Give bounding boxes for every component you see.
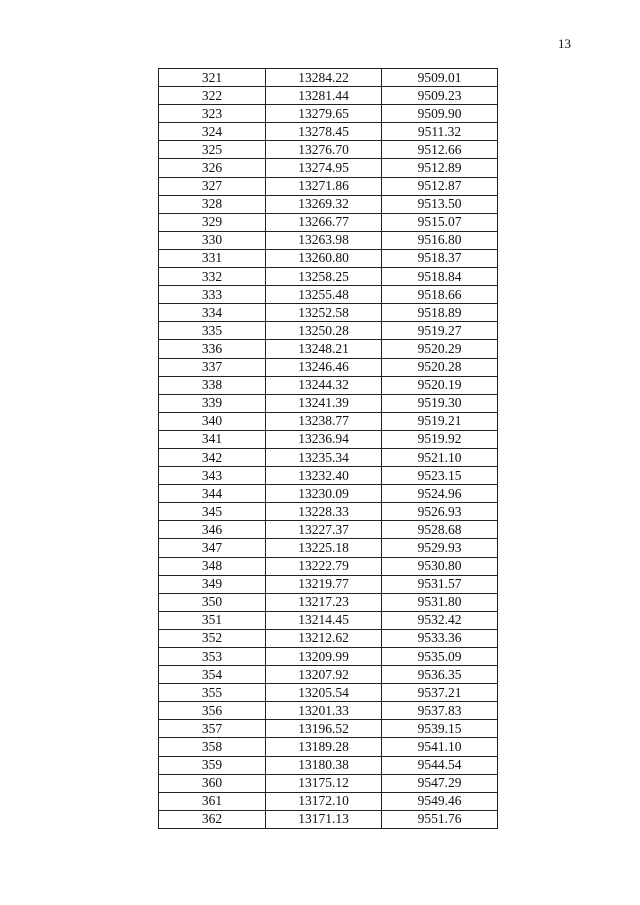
- y-coordinate-cell: 9521.10: [382, 448, 498, 466]
- x-coordinate-cell: 13266.77: [266, 213, 382, 231]
- x-coordinate-cell: 13172.10: [266, 792, 382, 810]
- point-number-cell: 356: [159, 702, 266, 720]
- point-number-cell: 323: [159, 105, 266, 123]
- y-coordinate-cell: 9529.93: [382, 539, 498, 557]
- x-coordinate-cell: 13271.86: [266, 177, 382, 195]
- point-number-cell: 362: [159, 810, 266, 828]
- table-row: [159, 322, 498, 340]
- x-coordinate-cell: 13214.45: [266, 611, 382, 629]
- table-row: [159, 593, 498, 611]
- y-coordinate-cell: 9513.50: [382, 195, 498, 213]
- y-coordinate-cell: 9537.83: [382, 702, 498, 720]
- table-row: [159, 105, 498, 123]
- y-coordinate-cell: 9551.76: [382, 810, 498, 828]
- table-row: [159, 430, 498, 448]
- y-coordinate-cell: 9541.10: [382, 738, 498, 756]
- x-coordinate-cell: 13238.77: [266, 412, 382, 430]
- x-coordinate-cell: 13281.44: [266, 87, 382, 105]
- page-number: 13: [558, 36, 571, 51]
- y-coordinate-cell: 9532.42: [382, 611, 498, 629]
- table-row: [159, 810, 498, 828]
- point-number-cell: 347: [159, 539, 266, 557]
- point-number-cell: 333: [159, 286, 266, 304]
- point-number-cell: 353: [159, 648, 266, 666]
- point-number-cell: 359: [159, 756, 266, 774]
- point-number-cell: 352: [159, 629, 266, 647]
- x-coordinate-cell: 13258.25: [266, 268, 382, 286]
- y-coordinate-cell: 9537.21: [382, 684, 498, 702]
- y-coordinate-cell: 9519.30: [382, 394, 498, 412]
- point-number-cell: 355: [159, 684, 266, 702]
- x-coordinate-cell: 13260.80: [266, 249, 382, 267]
- point-number-cell: 326: [159, 159, 266, 177]
- y-coordinate-cell: 9520.29: [382, 340, 498, 358]
- x-coordinate-cell: 13241.39: [266, 394, 382, 412]
- point-number-cell: 332: [159, 268, 266, 286]
- y-coordinate-cell: 9509.23: [382, 87, 498, 105]
- point-number-cell: 348: [159, 557, 266, 575]
- x-coordinate-cell: 13207.92: [266, 666, 382, 684]
- table-row: [159, 304, 498, 322]
- y-coordinate-cell: 9519.21: [382, 412, 498, 430]
- y-coordinate-cell: 9533.36: [382, 629, 498, 647]
- point-number-cell: 354: [159, 666, 266, 684]
- x-coordinate-cell: 13269.32: [266, 195, 382, 213]
- y-coordinate-cell: 9518.66: [382, 286, 498, 304]
- x-coordinate-cell: 13230.09: [266, 485, 382, 503]
- table-row: [159, 720, 498, 738]
- point-number-cell: 341: [159, 430, 266, 448]
- table-row: [159, 159, 498, 177]
- x-coordinate-cell: 13232.40: [266, 467, 382, 485]
- y-coordinate-cell: 9531.80: [382, 593, 498, 611]
- x-coordinate-cell: 13279.65: [266, 105, 382, 123]
- y-coordinate-cell: 9536.35: [382, 666, 498, 684]
- x-coordinate-cell: 13248.21: [266, 340, 382, 358]
- y-coordinate-cell: 9544.54: [382, 756, 498, 774]
- point-number-cell: 335: [159, 322, 266, 340]
- y-coordinate-cell: 9549.46: [382, 792, 498, 810]
- x-coordinate-cell: 13201.33: [266, 702, 382, 720]
- point-number-cell: 336: [159, 340, 266, 358]
- point-number-cell: 330: [159, 231, 266, 249]
- y-coordinate-cell: 9535.09: [382, 648, 498, 666]
- table-row: [159, 629, 498, 647]
- table-row: [159, 213, 498, 231]
- table-row: [159, 286, 498, 304]
- coordinate-table: [158, 68, 498, 829]
- x-coordinate-cell: 13244.32: [266, 376, 382, 394]
- table-row: [159, 394, 498, 412]
- coordinate-table-body: [159, 69, 498, 829]
- y-coordinate-cell: 9518.89: [382, 304, 498, 322]
- table-row: [159, 503, 498, 521]
- y-coordinate-cell: 9526.93: [382, 503, 498, 521]
- y-coordinate-cell: 9531.57: [382, 575, 498, 593]
- x-coordinate-cell: 13252.58: [266, 304, 382, 322]
- table-row: [159, 69, 498, 87]
- table-row: [159, 792, 498, 810]
- point-number-cell: 331: [159, 249, 266, 267]
- table-row: [159, 467, 498, 485]
- x-coordinate-cell: 13175.12: [266, 774, 382, 792]
- x-coordinate-cell: 13219.77: [266, 575, 382, 593]
- y-coordinate-cell: 9516.80: [382, 231, 498, 249]
- table-row: [159, 448, 498, 466]
- table-row: [159, 412, 498, 430]
- y-coordinate-cell: 9515.07: [382, 213, 498, 231]
- y-coordinate-cell: 9519.92: [382, 430, 498, 448]
- table-row: [159, 738, 498, 756]
- point-number-cell: 344: [159, 485, 266, 503]
- point-number-cell: 360: [159, 774, 266, 792]
- table-row: [159, 539, 498, 557]
- point-number-cell: 329: [159, 213, 266, 231]
- point-number-cell: 334: [159, 304, 266, 322]
- y-coordinate-cell: 9523.15: [382, 467, 498, 485]
- x-coordinate-cell: 13180.38: [266, 756, 382, 774]
- table-row: [159, 141, 498, 159]
- x-coordinate-cell: 13217.23: [266, 593, 382, 611]
- y-coordinate-cell: 9547.29: [382, 774, 498, 792]
- y-coordinate-cell: 9520.28: [382, 358, 498, 376]
- table-row: [159, 358, 498, 376]
- y-coordinate-cell: 9519.27: [382, 322, 498, 340]
- table-row: [159, 87, 498, 105]
- y-coordinate-cell: 9518.84: [382, 268, 498, 286]
- x-coordinate-cell: 13263.98: [266, 231, 382, 249]
- y-coordinate-cell: 9509.90: [382, 105, 498, 123]
- table-row: [159, 702, 498, 720]
- table-row: [159, 557, 498, 575]
- point-number-cell: 346: [159, 521, 266, 539]
- point-number-cell: 345: [159, 503, 266, 521]
- y-coordinate-cell: 9518.37: [382, 249, 498, 267]
- x-coordinate-cell: 13196.52: [266, 720, 382, 738]
- table-row: [159, 756, 498, 774]
- point-number-cell: 342: [159, 448, 266, 466]
- point-number-cell: 337: [159, 358, 266, 376]
- x-coordinate-cell: 13274.95: [266, 159, 382, 177]
- point-number-cell: 327: [159, 177, 266, 195]
- point-number-cell: 340: [159, 412, 266, 430]
- x-coordinate-cell: 13284.22: [266, 69, 382, 87]
- point-number-cell: 343: [159, 467, 266, 485]
- table-row: [159, 774, 498, 792]
- y-coordinate-cell: 9512.87: [382, 177, 498, 195]
- point-number-cell: 350: [159, 593, 266, 611]
- point-number-cell: 325: [159, 141, 266, 159]
- x-coordinate-cell: 13209.99: [266, 648, 382, 666]
- x-coordinate-cell: 13235.34: [266, 448, 382, 466]
- table-row: [159, 123, 498, 141]
- x-coordinate-cell: 13276.70: [266, 141, 382, 159]
- y-coordinate-cell: 9512.66: [382, 141, 498, 159]
- x-coordinate-cell: 13246.46: [266, 358, 382, 376]
- table-row: [159, 521, 498, 539]
- x-coordinate-cell: 13171.13: [266, 810, 382, 828]
- y-coordinate-cell: 9509.01: [382, 69, 498, 87]
- table-row: [159, 195, 498, 213]
- y-coordinate-cell: 9520.19: [382, 376, 498, 394]
- x-coordinate-cell: 13228.33: [266, 503, 382, 521]
- y-coordinate-cell: 9511.32: [382, 123, 498, 141]
- x-coordinate-cell: 13255.48: [266, 286, 382, 304]
- point-number-cell: 357: [159, 720, 266, 738]
- point-number-cell: 322: [159, 87, 266, 105]
- y-coordinate-cell: 9528.68: [382, 521, 498, 539]
- x-coordinate-cell: 13222.79: [266, 557, 382, 575]
- x-coordinate-cell: 13227.37: [266, 521, 382, 539]
- point-number-cell: 328: [159, 195, 266, 213]
- y-coordinate-cell: 9524.96: [382, 485, 498, 503]
- x-coordinate-cell: 13278.45: [266, 123, 382, 141]
- x-coordinate-cell: 13212.62: [266, 629, 382, 647]
- point-number-cell: 358: [159, 738, 266, 756]
- point-number-cell: 361: [159, 792, 266, 810]
- point-number-cell: 338: [159, 376, 266, 394]
- table-row: [159, 611, 498, 629]
- table-row: [159, 485, 498, 503]
- x-coordinate-cell: 13236.94: [266, 430, 382, 448]
- table-row: [159, 340, 498, 358]
- x-coordinate-cell: 13225.18: [266, 539, 382, 557]
- point-number-cell: 351: [159, 611, 266, 629]
- table-row: [159, 268, 498, 286]
- point-number-cell: 324: [159, 123, 266, 141]
- y-coordinate-cell: 9539.15: [382, 720, 498, 738]
- table-row: [159, 177, 498, 195]
- table-row: [159, 249, 498, 267]
- table-row: [159, 376, 498, 394]
- x-coordinate-cell: 13250.28: [266, 322, 382, 340]
- table-row: [159, 575, 498, 593]
- table-row: [159, 684, 498, 702]
- x-coordinate-cell: 13189.28: [266, 738, 382, 756]
- y-coordinate-cell: 9512.89: [382, 159, 498, 177]
- y-coordinate-cell: 9530.80: [382, 557, 498, 575]
- point-number-cell: 321: [159, 69, 266, 87]
- table-row: [159, 648, 498, 666]
- table-row: [159, 666, 498, 684]
- table-row: [159, 231, 498, 249]
- x-coordinate-cell: 13205.54: [266, 684, 382, 702]
- point-number-cell: 339: [159, 394, 266, 412]
- point-number-cell: 349: [159, 575, 266, 593]
